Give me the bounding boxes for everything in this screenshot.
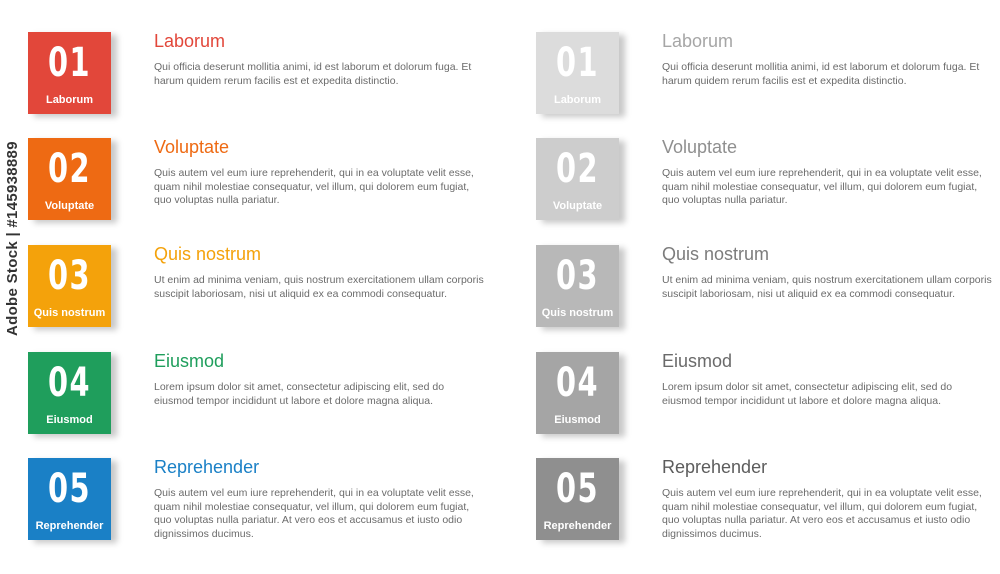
step-number: 02 — [556, 146, 599, 192]
step-description: Quis autem vel eum iure reprehenderit, qui in ea voluptate velit esse, quam nihil molestiae consequatur, vel illum, qui dolorem eum fugiat, quo voluptas nulla pariatur. At vero eos et accusamus et iusto odio dignissimos ducimus. — [154, 487, 474, 540]
colored-list — [28, 0, 498, 574]
step-description: Lorem ipsum dolor sit amet, consectetur adipiscing elit, sed do eiusmod tempor incididunt ut labore et dolore magna aliqua. — [154, 381, 445, 407]
step-badge — [28, 32, 111, 114]
step-badge — [536, 352, 619, 434]
step-number: 05 — [556, 466, 599, 512]
step-badge-label: Eiusmod — [554, 414, 601, 426]
step-number: 03 — [48, 253, 91, 299]
step-badge — [28, 352, 111, 434]
step-number: 05 — [48, 466, 91, 512]
list-item — [28, 352, 498, 452]
step-number: 02 — [48, 146, 91, 192]
stock-watermark: Adobe Stock | #145938889 — [4, 141, 21, 336]
step-number: 03 — [556, 253, 599, 299]
list-item — [28, 458, 498, 558]
step-description: Quis autem vel eum iure reprehenderit, qui in ea voluptate velit esse, quam nihil molestiae consequatur, vel illum, qui dolorem eum fugiat, quo voluptas nulla pariatur. — [154, 167, 474, 206]
step-description: Qui officia deserunt mollitia animi, id est laborum et dolorum fuga. Et harum quidem rerum facilis est et expedita distinctio. — [154, 61, 472, 87]
step-badge — [536, 32, 619, 114]
step-badge — [536, 458, 619, 540]
list-item — [28, 245, 498, 345]
step-badge — [28, 245, 111, 327]
grayscale-list — [536, 0, 1000, 574]
step-badge-label: Reprehender — [35, 520, 104, 532]
step-badge-label: Quis nostrum — [33, 307, 106, 319]
step-title: Laborum — [662, 31, 734, 51]
step-badge-label: Laborum — [45, 94, 94, 106]
step-title: Eiusmod — [154, 351, 225, 371]
step-number: 04 — [556, 360, 599, 406]
step-badge-label: Reprehender — [543, 520, 612, 532]
step-badge — [28, 458, 111, 540]
step-number: 04 — [48, 360, 91, 406]
step-badge — [28, 138, 111, 220]
step-description: Ut enim ad minima veniam, quis nostrum exercitationem ullam corporis suscipit laboriosam, nisi ut aliquid ex ea commodi consequatur. — [662, 274, 992, 300]
step-description: Quis autem vel eum iure reprehenderit, qui in ea voluptate velit esse, quam nihil molestiae consequatur, vel illum, qui dolorem eum fugiat, quo voluptas nulla pariatur. At vero eos et accusamus et iusto odio dignissimos ducimus. — [662, 487, 982, 540]
step-badge — [536, 138, 619, 220]
list-item — [536, 245, 1000, 345]
step-badge-label: Laborum — [553, 94, 602, 106]
step-title: Laborum — [154, 31, 226, 51]
list-item — [28, 138, 498, 238]
step-badge-label: Quis nostrum — [541, 307, 614, 319]
step-badge-label: Eiusmod — [46, 414, 93, 426]
step-badge-label: Voluptate — [44, 200, 95, 212]
step-title: Quis nostrum — [662, 244, 770, 264]
list-item — [536, 352, 1000, 452]
list-item — [536, 458, 1000, 558]
step-title: Eiusmod — [662, 351, 733, 371]
list-item — [536, 138, 1000, 238]
step-description: Qui officia deserunt mollitia animi, id est laborum et dolorum fuga. Et harum quidem rerum facilis est et expedita distinctio. — [662, 61, 980, 87]
step-badge-label: Voluptate — [552, 200, 603, 212]
step-title: Voluptate — [662, 137, 738, 157]
step-description: Lorem ipsum dolor sit amet, consectetur adipiscing elit, sed do eiusmod tempor incididunt ut labore et dolore magna aliqua. — [662, 381, 953, 407]
step-title: Reprehender — [154, 457, 260, 477]
step-number: 01 — [556, 40, 599, 86]
step-description: Quis autem vel eum iure reprehenderit, qui in ea voluptate velit esse, quam nihil molestiae consequatur, vel illum, qui dolorem eum fugiat, quo voluptas nulla pariatur. — [662, 167, 982, 206]
step-title: Voluptate — [154, 137, 230, 157]
list-item — [28, 32, 498, 132]
step-badge — [536, 245, 619, 327]
step-number: 01 — [48, 40, 91, 86]
step-title: Reprehender — [662, 457, 768, 477]
list-item — [536, 32, 1000, 132]
step-title: Quis nostrum — [154, 244, 262, 264]
step-description: Ut enim ad minima veniam, quis nostrum exercitationem ullam corporis suscipit laboriosam, nisi ut aliquid ex ea commodi consequatur. — [154, 274, 484, 300]
